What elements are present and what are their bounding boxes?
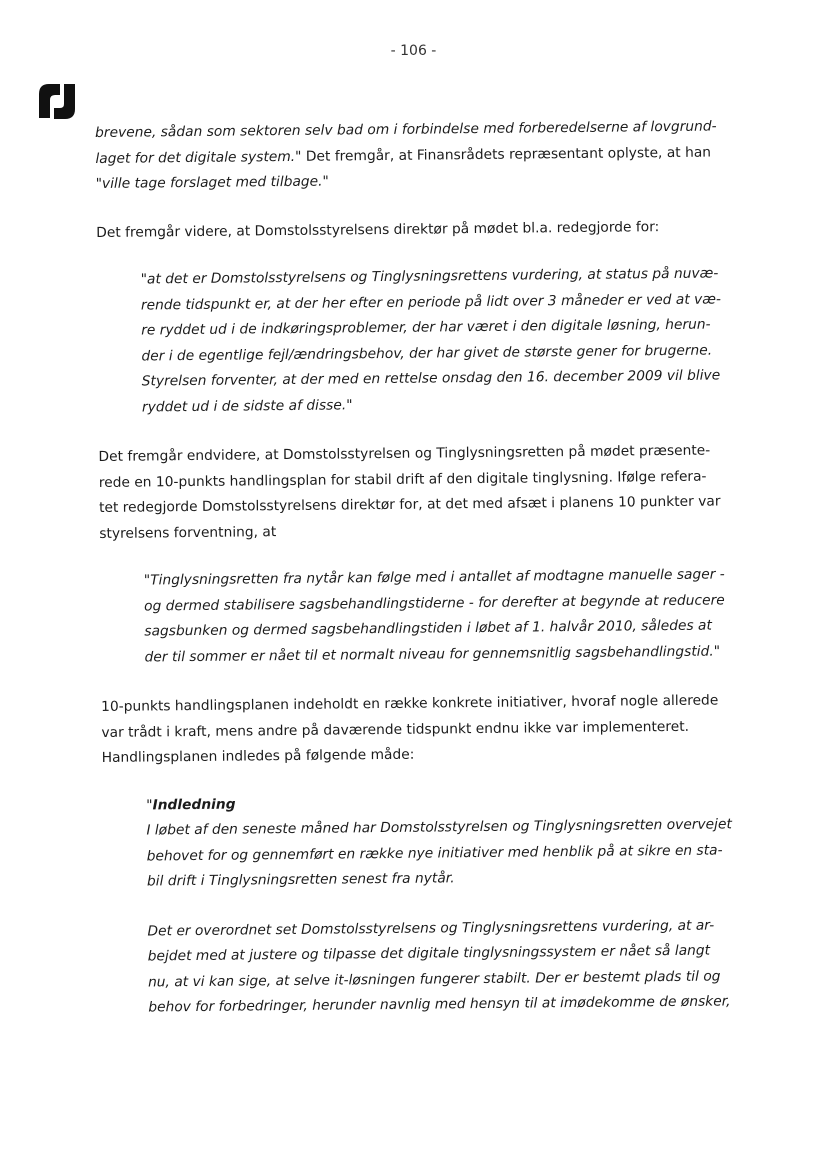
text-line: styrelsens forventning, at (99, 523, 277, 542)
text-line: ryddet ud i de sidste af disse." (141, 396, 353, 416)
text-line: der i de egentlige fejl/ændringsbehov, der har givet de største gener for brugerne. (141, 342, 713, 365)
text-line: I løbet af den seneste måned har Domstolsstyrelsen og Tinglysningsretten overvejet (146, 816, 732, 839)
text-line: sagsbunken og dermed sagsbehandlingstiden i løbet af 1. halvår 2010, således at (144, 617, 712, 640)
text-fragment-italic: laget for det digitale system." (95, 148, 302, 167)
text-fragment: Det fremgår, at Finansrådets repræsentant oplyste, at han (301, 144, 712, 165)
text-line: og dermed stabilisere sagsbehandlingstiderne - for derefter at begynde at reducere (143, 591, 725, 615)
quote-vurdering (147, 913, 731, 1021)
paragraph-initiativer (101, 688, 727, 771)
text-line: Det fremgår videre, at Domstolsstyrelsens direktør på mødet bl.a. redegjorde for: (96, 218, 660, 241)
quote-status (141, 261, 723, 420)
text-line: "ville tage forslaget med tilbage." (95, 173, 329, 192)
heading-quote-mark: " (146, 796, 153, 814)
text-line: bejdet med at justere og tilpasse det digitale tinglysningssystem er nået så langt (147, 942, 711, 965)
paragraph-director (96, 214, 721, 246)
text-line: bil drift i Tinglysningsretten senest fra nytår. (146, 870, 455, 890)
text-line: der til sommer er nået til et normalt niveau for gennemsnitlig sagsbehandlingstid." (144, 642, 721, 666)
text-line: rende tidspunkt er, at der her efter en periode på lidt over 3 måneder er ved at væ- (140, 290, 722, 314)
paragraph-handlingsplan (98, 438, 724, 547)
document-logo-icon (36, 80, 78, 122)
page-number: - 106 - (390, 43, 437, 59)
heading-text: Indledning (152, 796, 236, 813)
quote-forventning (144, 562, 725, 670)
text-line: nu, at vi kan sige, at selve it-løsningen fungerer stabilt. Der er bestemt plads til og (147, 967, 721, 990)
paragraph-intro (95, 114, 721, 197)
text-line: "at det er Domstolsstyrelsens og Tinglysningsrettens vurdering, at status på nuvæ- (140, 265, 719, 288)
text-line: brevene, sådan som sektoren selv bad om i forbindelse med forberedelserne af lovgrund- (95, 118, 717, 141)
page-body (95, 114, 732, 1021)
quote-indledning (146, 787, 732, 895)
text-line: "Tinglysningsretten fra nytår kan følge med i antallet af modtagne manuelle sager - (143, 566, 725, 589)
text-line: behovet for og gennemført en række nye initiativer med henblik på at sikre en sta- (146, 841, 723, 864)
text-line: re ryddet ud i de indkøringsproblemer, der har været i den digitale løsning, herun- (141, 316, 711, 339)
text-line: rede en 10-punkts handlingsplan for stabil drift af den digitale tinglysning. Ifølge refera- (98, 468, 707, 491)
text-line: 10-punkts handlingsplanen indeholdt en række konkrete initiativer, hvoraf nogle allerede (101, 692, 719, 715)
text-line: var trådt i kraft, mens andre på daværende tidspunkt endnu ikke var implementeret. (101, 718, 690, 741)
text-line: behov for forbedringer, herunder navnlig med hensyn til at imødekomme de ønsker, (148, 993, 731, 1016)
text-line: Styrelsen forventer, at der med en rettelse onsdag den 16. december 2009 vil blive (141, 367, 721, 390)
text-line: Det er overordnet set Domstolsstyrelsens og Tinglysningsrettens vurdering, at ar- (147, 917, 715, 939)
text-line: Det fremgår endvidere, at Domstolsstyrelsen og Tinglysningsretten på mødet præsente- (98, 442, 711, 465)
text-line: tet redegjorde Domstolsstyrelsens direktør for, at det med afsæt i planens 10 punkter var (98, 493, 721, 516)
text-line: Handlingsplanen indledes på følgende måde: (101, 746, 415, 766)
